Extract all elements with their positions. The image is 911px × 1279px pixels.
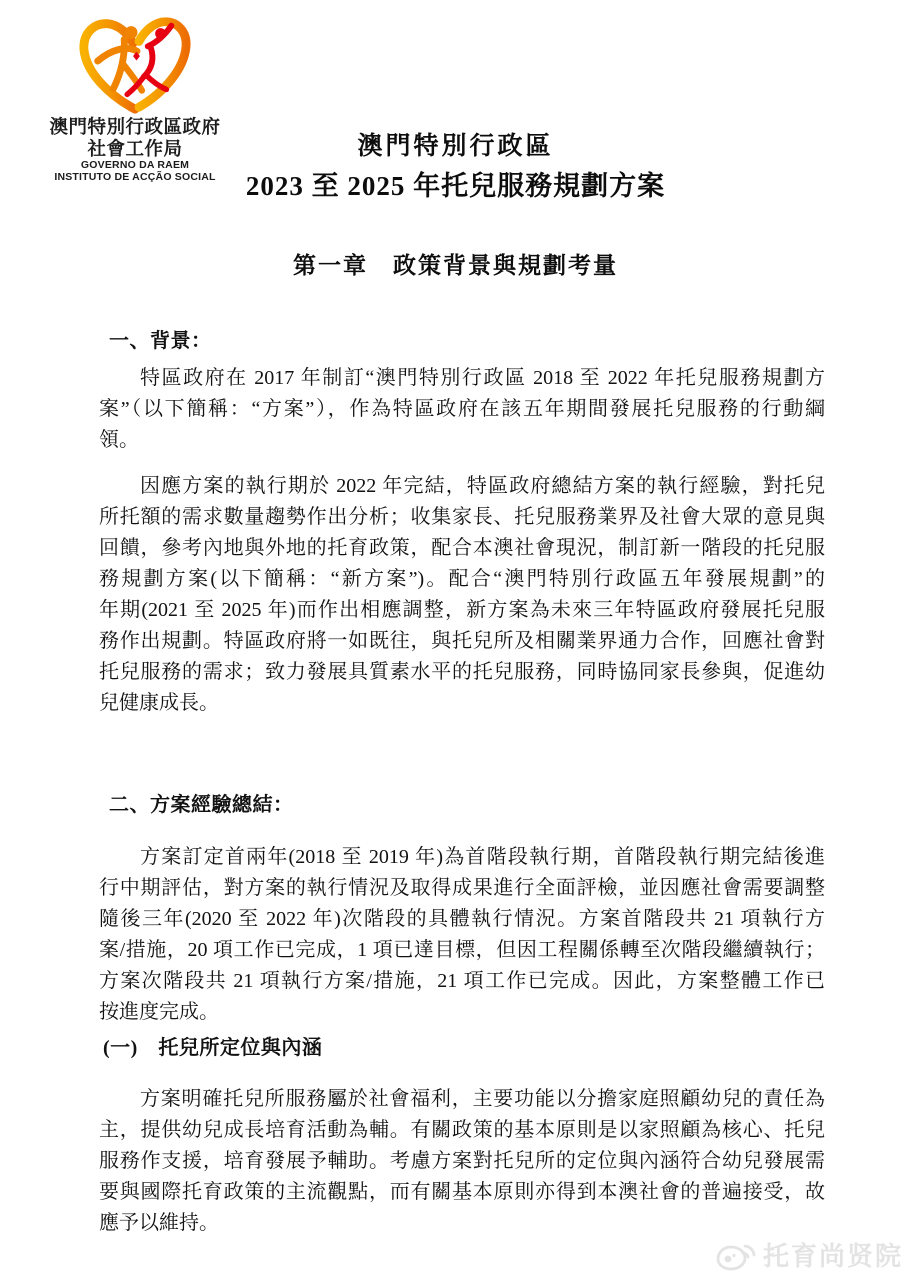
text-line: 應予以維持。	[99, 1212, 219, 1234]
text-line: 行中期評估，對方案的執行情況及取得成果進行全面評檢，並因應社會需要調整	[99, 877, 825, 899]
weibo-icon	[715, 1237, 757, 1273]
text-line: 案/措施，20 項工作已完成，1 項已達目標，但因工程關係轉至次階段繼續執行；	[99, 939, 825, 961]
text-line: 所托額的需求數量趨勢作出分析；收集家長、托兒服務業界及社會大眾的意見與	[99, 506, 825, 528]
text-line: 主，提供幼兒成長培育活動為輔。有關政策的基本原則是以家照顧為核心、托兒	[99, 1119, 825, 1141]
text-line: 方案明確托兒所服務屬於社會福利，主要功能以分擔家庭照顧幼兒的責任為	[140, 1088, 825, 1110]
org-name-zh-line2: 社會工作局	[87, 137, 183, 159]
text-line: 隨後三年(2020 至 2022 年)次階段的具體執行情況。方案首階段共 21 項執行方	[99, 908, 825, 930]
text-line: 按進度完成。	[99, 1001, 219, 1023]
section-heading-experience-summary: 二、方案經驗總結：	[109, 794, 294, 816]
title-line-1: 澳門特別行政區	[357, 133, 554, 160]
text-line: 務作出規劃。特區政府將一如既往，與托兒所及相關業界通力合作，回應社會對	[99, 630, 825, 652]
paragraph-positioning-1	[99, 1084, 825, 1239]
watermark-text: 托育尚贤院	[762, 1241, 903, 1271]
document-title	[0, 128, 911, 206]
org-name-pt-line1: GOVERNO DA RAEM	[80, 159, 190, 171]
text-line: 案”（以下簡稱：“方案”），作為特區政府在該五年期間發展托兒服務的行動綱	[99, 398, 825, 420]
text-line: 回饋，參考內地與外地的托育政策，配合本澳社會現況，制訂新一階段的托兒服	[99, 537, 825, 559]
org-name-zh-line1: 澳門特別行政區政府	[49, 116, 221, 137]
org-name-pt-line2: INSTITUTO DE ACÇÃO SOCIAL	[54, 171, 216, 183]
text-line: 要與國際托育政策的主流觀點，而有關基本原則亦得到本澳社會的普遍接受，故	[99, 1181, 825, 1203]
text-line: 方案次階段共 21 項執行方案/措施，21 項工作已完成。因此，方案整體工作已	[99, 970, 825, 992]
text-line: 兒健康成長。	[99, 692, 219, 714]
chapter-heading: 第一章 政策背景與規劃考量	[293, 253, 618, 278]
watermark	[715, 1236, 903, 1273]
text-line: 托兒服務的需求；致力發展具質素水平的托兒服務，同時協同家長參與，促進幼	[99, 661, 825, 683]
title-line-2: 2023 至 2025 年托兒服務規劃方案	[245, 171, 666, 201]
text-line: 務規劃方案(以下簡稱：“新方案”)。配合“澳門特別行政區五年發展規劃”的	[99, 568, 825, 590]
text-line: 年期(2021 至 2025 年)而作出相應調整，新方案為未來三年特區政府發展托兒服	[99, 599, 825, 621]
paragraph-background-1	[99, 363, 825, 456]
document-body	[99, 326, 825, 1239]
text-line: 服務作支援，培育發展予輔助。考慮方案對托兒所的定位與內涵符合幼兒發展需	[99, 1150, 825, 1172]
paragraph-experience-1	[99, 842, 825, 1028]
subsection-heading-positioning: (一) 托兒所定位與內涵	[103, 1037, 323, 1059]
text-line: 領。	[99, 429, 139, 451]
paragraph-background-2	[99, 471, 825, 719]
section-heading-background: 一、背景：	[109, 330, 212, 352]
text-line: 方案訂定首兩年(2018 至 2019 年)為首階段執行期，首階段執行期完結後進	[140, 846, 825, 868]
heart-with-figures-logo-icon	[69, 8, 201, 118]
text-line: 特區政府在 2017 年制訂“澳門特別行政區 2018 至 2022 年托兒服務規劃方	[140, 367, 825, 389]
text-line: 因應方案的執行期於 2022 年完結，特區政府總結方案的執行經驗，對托兒	[140, 475, 825, 497]
